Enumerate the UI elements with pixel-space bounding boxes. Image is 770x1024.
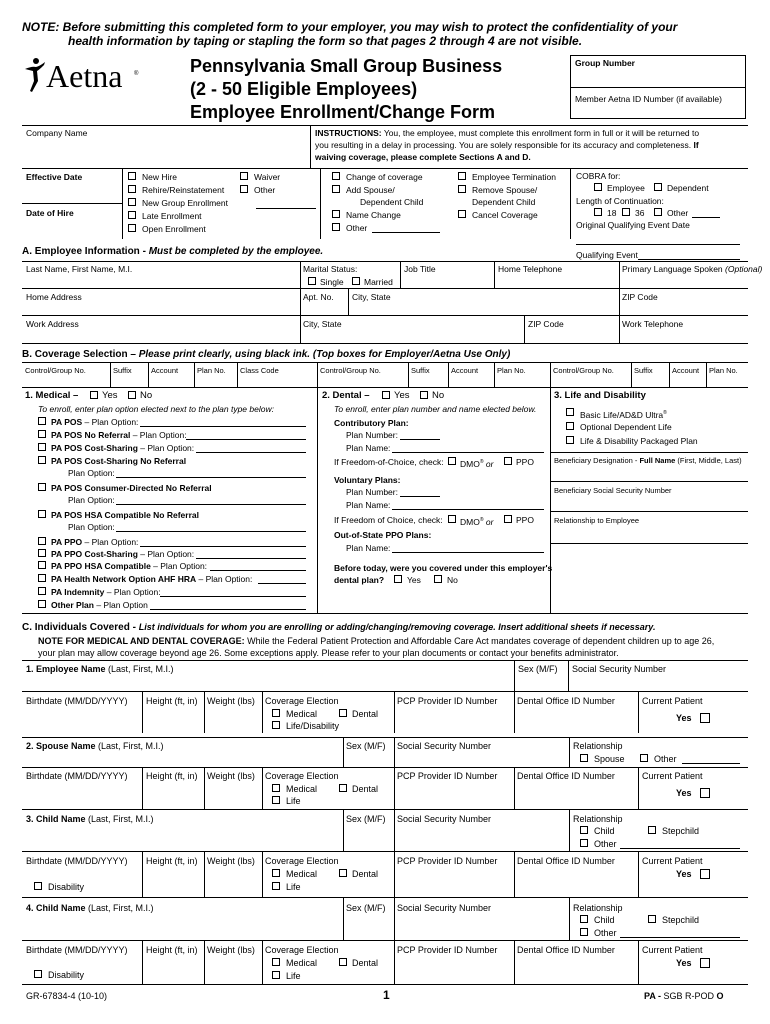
- other-change-label: Other: [346, 223, 368, 233]
- p4-relationship-label: Relationship: [573, 903, 623, 913]
- before-yes-checkbox[interactable]: [394, 575, 402, 583]
- life-account-header: Account: [672, 366, 700, 375]
- p3-medical-label: Medical: [286, 869, 318, 879]
- cobra-other-label: Other: [667, 208, 689, 218]
- pa-ppo-cost-sharing-checkbox[interactable]: [38, 549, 46, 557]
- pa-pos-consumer-directed-label: PA POS Consumer-Directed No Referral: [51, 483, 212, 493]
- foc-label: If Freedom-of-Choice, check:: [334, 457, 444, 467]
- p3-life-label: Life: [286, 882, 301, 892]
- contrib-plan-number-line[interactable]: [400, 439, 440, 440]
- cobra-36-label: 36: [635, 208, 645, 218]
- den-suffix-header: Suffix: [411, 366, 430, 375]
- dmo-label: DMO® or: [460, 458, 494, 469]
- contrib-plan-name-label: Plan Name:: [346, 443, 391, 453]
- p1-current-patient-label: Current Patient: [642, 696, 703, 706]
- p3-life-checkbox[interactable]: [272, 882, 280, 890]
- home-address-label: Home Address: [26, 292, 82, 302]
- cobra-label: COBRA for:: [576, 171, 621, 181]
- pa-ppo-hsa-checkbox[interactable]: [38, 561, 46, 569]
- new-group-enrollment-label: New Group Enrollment: [142, 198, 228, 208]
- cancel-coverage-checkbox[interactable]: [458, 210, 466, 218]
- p1-height-label: Height (ft, in): [146, 696, 198, 706]
- pa-pos-cost-sharing-plan-line[interactable]: [196, 452, 306, 453]
- dental-no-label: No: [432, 390, 445, 401]
- other-event-label: Other: [254, 185, 276, 195]
- dental-no-checkbox[interactable]: [420, 391, 428, 399]
- vol-plan-number-label: Plan Number:: [346, 487, 398, 497]
- vol-plan-name-label: Plan Name:: [346, 500, 391, 510]
- oos-plan-name-label: Plan Name:: [346, 543, 391, 553]
- p2-coverage-election-label: Coverage Election: [265, 771, 339, 781]
- life-disability-pkg-checkbox[interactable]: [566, 436, 574, 444]
- p3-child-label: Child: [594, 826, 615, 836]
- pa-pos-cost-sharing-nr-checkbox[interactable]: [38, 456, 46, 464]
- p3-other-line[interactable]: [620, 848, 740, 849]
- p4-dental-office-label: Dental Office ID Number: [517, 945, 615, 955]
- medical-yes-checkbox[interactable]: [90, 391, 98, 399]
- contrib-plan-name-line[interactable]: [392, 452, 544, 453]
- qualifying-event-line[interactable]: [638, 259, 740, 260]
- p3-medical-checkbox[interactable]: [272, 869, 280, 877]
- pa-ppo-checkbox[interactable]: [38, 537, 46, 545]
- instructions-line-1: INSTRUCTIONS: You, the employee, must complete this enrollment form in full or it will be returned to: [315, 128, 700, 138]
- pa-ppo-hsa-plan-line[interactable]: [210, 570, 306, 571]
- p4-weight-label: Weight (lbs): [207, 945, 255, 955]
- p3-height-label: Height (ft, in): [146, 856, 198, 866]
- cobra-18-label: 18: [607, 208, 617, 218]
- primary-language-label: Primary Language Spoken (Optional): [622, 264, 763, 274]
- p4-medical-label: Medical: [286, 958, 318, 968]
- p2-current-patient-label: Current Patient: [642, 771, 703, 781]
- p3-disability-label: Disability: [48, 882, 85, 892]
- den-account-header: Account: [451, 366, 479, 375]
- work-address-label: Work Address: [26, 319, 79, 329]
- den-control-group-header: Control/Group No.: [320, 366, 381, 375]
- p4-other-line[interactable]: [620, 937, 740, 938]
- child-4-name-label: 4. Child Name (Last, First, M.I.): [26, 903, 154, 913]
- medical-no-checkbox[interactable]: [128, 391, 136, 399]
- section-c-note-1: NOTE FOR MEDICAL AND DENTAL COVERAGE: While the Federal Patient Protection and Affordable Care Act mandates coverage of dependent children up to age 26,: [38, 636, 715, 646]
- p3-current-yes-checkbox[interactable]: [700, 869, 710, 879]
- effective-date-label: Effective Date: [26, 172, 83, 182]
- p1-ssn-label: Social Security Number: [572, 664, 667, 674]
- p4-coverage-election-label: Coverage Election: [265, 945, 339, 955]
- cobra-employee-label: Employee: [607, 183, 645, 193]
- before-no-checkbox[interactable]: [434, 575, 442, 583]
- p2-sex-label: Sex (M/F): [346, 741, 386, 751]
- dental-instructions: To enroll, enter plan number and name elected below.: [334, 404, 537, 414]
- child-3-name-label: 3. Child Name (Last, First, M.I.): [26, 814, 154, 824]
- p2-ssn-label: Social Security Number: [397, 741, 492, 751]
- p2-other-checkbox[interactable]: [640, 754, 648, 762]
- pa-pos-plan-line[interactable]: [140, 426, 306, 427]
- p1-sex-label: Sex (M/F): [518, 664, 558, 674]
- dmo2-checkbox[interactable]: [448, 515, 456, 523]
- name-change-label: Name Change: [346, 210, 401, 220]
- open-enrollment-checkbox[interactable]: [128, 224, 136, 232]
- p3-dental-label: Dental: [352, 869, 379, 879]
- p4-stepchild-checkbox[interactable]: [648, 915, 656, 923]
- optional-dependent-life-label: Optional Dependent Life: [580, 422, 672, 432]
- date-of-hire-label: Date of Hire: [26, 208, 74, 218]
- pa-pos-no-referral-checkbox[interactable]: [38, 430, 46, 438]
- pa-pos-cost-sharing-checkbox[interactable]: [38, 443, 46, 451]
- dental-yes-label: Yes: [394, 390, 410, 401]
- work-city-state-label: City, State: [303, 319, 342, 329]
- job-title-label: Job Title: [404, 264, 436, 274]
- p2-dental-label: Dental: [352, 784, 379, 794]
- pa-pos-cd-plan-line[interactable]: [116, 504, 306, 505]
- beneficiary-ssn-label: Beneficiary Social Security Number: [554, 486, 672, 495]
- p1-medical-label: Medical: [286, 709, 318, 719]
- p4-birthdate-label: Birthdate (MM/DD/YYYY): [26, 945, 128, 955]
- p4-dental-label: Dental: [352, 958, 379, 968]
- section-b-title: B. Coverage Selection – Please print clearly, using black ink. (Top boxes for Employer/Aetna Use Only): [22, 349, 511, 360]
- waiver-checkbox[interactable]: [240, 172, 248, 180]
- p2-current-yes-checkbox[interactable]: [700, 788, 710, 798]
- medical-no-label: No: [140, 390, 153, 401]
- p3-coverage-election-label: Coverage Election: [265, 856, 339, 866]
- p2-relationship-label: Relationship: [573, 741, 623, 751]
- new-hire-checkbox[interactable]: [128, 172, 136, 180]
- pa-pos-cost-sharing-nr-label: PA POS Cost-Sharing No Referral: [51, 456, 187, 466]
- p3-sex-label: Sex (M/F): [346, 814, 386, 824]
- basic-life-checkbox[interactable]: [566, 408, 574, 416]
- life-disability-pkg-label: Life & Disability Packaged Plan: [580, 436, 698, 446]
- before-yes-label: Yes: [407, 575, 421, 585]
- med-plan-no-header: Plan No.: [197, 366, 226, 375]
- pa-ppo-cost-sharing-label: PA PPO Cost-Sharing – Plan Option:: [51, 549, 195, 559]
- pa-hno-label: PA Health Network Option AHF HRA – Plan Option:: [51, 574, 253, 584]
- pa-pos-cost-sharing-label: PA POS Cost-Sharing – Plan Option:: [51, 443, 195, 453]
- aetna-logo: [24, 55, 144, 95]
- apt-no-label: Apt. No.: [303, 292, 334, 302]
- p4-sex-label: Sex (M/F): [346, 903, 386, 913]
- member-id-label: Member Aetna ID Number (if available): [575, 94, 722, 104]
- page-number: 1: [383, 988, 390, 1002]
- employee-termination-label: Employee Termination: [472, 172, 556, 182]
- pa-indemnity-checkbox[interactable]: [38, 587, 46, 595]
- relationship-to-employee-label: Relationship to Employee: [554, 516, 640, 525]
- med-class-code-header: Class Code: [240, 366, 279, 375]
- p2-current-yes-label: Yes: [676, 788, 692, 798]
- p2-dental-checkbox[interactable]: [339, 784, 347, 792]
- rehire-label: Rehire/Reinstatement: [142, 185, 225, 195]
- original-qualifying-date-line[interactable]: [576, 244, 740, 245]
- med-account-header: Account: [151, 366, 179, 375]
- aetna-figure-icon: [24, 57, 46, 93]
- p4-disability-checkbox[interactable]: [34, 970, 42, 978]
- registered-mark: ®: [134, 71, 139, 77]
- single-label: Single: [320, 277, 344, 287]
- cobra-36-checkbox[interactable]: [622, 208, 630, 216]
- pa-pos-consumer-directed-checkbox[interactable]: [38, 483, 46, 491]
- form-code: PA - SGB R-POD O: [644, 991, 724, 1001]
- group-number-label: Group Number: [575, 58, 635, 68]
- work-zip-label: ZIP Code: [528, 319, 564, 329]
- p2-life-checkbox[interactable]: [272, 796, 280, 804]
- p3-relationship-label: Relationship: [573, 814, 623, 824]
- pa-ppo-hsa-label: PA PPO HSA Compatible – Plan Option:: [51, 561, 208, 571]
- zip-code-label: ZIP Code: [622, 292, 658, 302]
- oos-plan-name-line[interactable]: [392, 552, 544, 553]
- work-telephone-label: Work Telephone: [622, 319, 684, 329]
- p1-current-yes-checkbox[interactable]: [700, 713, 710, 723]
- p4-height-label: Height (ft, in): [146, 945, 198, 955]
- new-group-enrollment-checkbox[interactable]: [128, 198, 136, 206]
- p2-height-label: Height (ft, in): [146, 771, 198, 781]
- remove-spouse-checkbox[interactable]: [458, 185, 466, 193]
- instructions-line-2: you resulting in a delay in processing. You are solely responsible for its accuracy and completeness. If: [315, 140, 699, 150]
- p1-pcp-label: PCP Provider ID Number: [397, 696, 498, 706]
- cobra-other-line[interactable]: [692, 217, 720, 218]
- p1-birthdate-label: Birthdate (MM/DD/YYYY): [26, 696, 128, 706]
- p4-life-label: Life: [286, 971, 301, 981]
- other-plan-label: Other Plan – Plan Option: [51, 600, 148, 610]
- remove-spouse-label: Remove Spouse/: [472, 185, 538, 195]
- pa-hno-plan-line[interactable]: [258, 583, 306, 584]
- med-control-group-header: Control/Group No.: [25, 366, 86, 375]
- name-change-checkbox[interactable]: [332, 210, 340, 218]
- beneficiary-designation-label: Beneficiary Designation - Full Name (First, Middle, Last): [554, 456, 742, 465]
- p4-ssn-label: Social Security Number: [397, 903, 492, 913]
- other-event-checkbox[interactable]: [240, 185, 248, 193]
- p2-dental-office-label: Dental Office ID Number: [517, 771, 615, 781]
- p3-dental-checkbox[interactable]: [339, 869, 347, 877]
- p3-current-patient-label: Current Patient: [642, 856, 703, 866]
- section-c-title: C. Individuals Covered - List individuals for whom you are enrolling or adding/changing/removing coverage. Insert additional sheets if necessary.: [22, 622, 656, 633]
- p3-dental-office-label: Dental Office ID Number: [517, 856, 615, 866]
- p4-child-label: Child: [594, 915, 615, 925]
- late-enrollment-checkbox[interactable]: [128, 211, 136, 219]
- other-change-line[interactable]: [372, 232, 440, 233]
- qualifying-event-label: Qualifying Event: [576, 250, 638, 260]
- cobra-dependent-label: Dependent: [667, 183, 709, 193]
- logo-text: Aetna: [46, 58, 123, 94]
- life-plan-no-header: Plan No.: [709, 366, 738, 375]
- dental-plan-question: dental plan?: [334, 575, 385, 585]
- employee-name-label: Last Name, First Name, M.I.: [26, 264, 133, 274]
- p2-spouse-checkbox[interactable]: [580, 754, 588, 762]
- pa-ppo-label: PA PPO – Plan Option:: [51, 537, 139, 547]
- p3-other-label: Other: [594, 839, 617, 849]
- pa-pos-label: PA POS – Plan Option:: [51, 417, 139, 427]
- cobra-other-checkbox[interactable]: [654, 208, 662, 216]
- other-plan-checkbox[interactable]: [38, 600, 46, 608]
- open-enrollment-label: Open Enrollment: [142, 224, 206, 234]
- change-coverage-label: Change of coverage: [346, 172, 423, 182]
- ppo2-label: PPO: [516, 515, 534, 525]
- p3-stepchild-checkbox[interactable]: [648, 826, 656, 834]
- p1-life-label: Life/Disability: [286, 721, 340, 731]
- p4-current-yes-label: Yes: [676, 958, 692, 968]
- pa-indemnity-label: PA Indemnity – Plan Option:: [51, 587, 161, 597]
- instructions-line-3: waiving coverage, please complete Sections A and D.: [315, 152, 531, 162]
- rehire-checkbox[interactable]: [128, 185, 136, 193]
- pa-pos-hsa-plan-option-label: Plan Option:: [68, 522, 115, 532]
- pa-pos-csnr-plan-option-label: Plan Option:: [68, 468, 115, 478]
- dental-yes-checkbox[interactable]: [382, 391, 390, 399]
- dmo2-label: DMO® or: [460, 516, 494, 527]
- ppo2-checkbox[interactable]: [504, 515, 512, 523]
- married-label: Married: [364, 277, 393, 287]
- city-state-label: City, State: [352, 292, 391, 302]
- cobra-18-checkbox[interactable]: [594, 208, 602, 216]
- section-a-title: A. Employee Information - Must be completed by the employee.: [22, 246, 324, 257]
- ppo-checkbox[interactable]: [504, 457, 512, 465]
- p4-dental-checkbox[interactable]: [339, 958, 347, 966]
- late-enrollment-label: Late Enrollment: [142, 211, 202, 221]
- life-control-group-header: Control/Group No.: [553, 366, 614, 375]
- pa-pos-csnr-plan-line[interactable]: [116, 477, 306, 478]
- pa-pos-no-referral-plan-line[interactable]: [186, 439, 306, 440]
- add-dependent-label: Dependent Child: [360, 197, 424, 207]
- p3-weight-label: Weight (lbs): [207, 856, 255, 866]
- contrib-plan-number-label: Plan Number:: [346, 430, 398, 440]
- p4-other-checkbox[interactable]: [580, 928, 588, 936]
- other-event-line[interactable]: [256, 208, 316, 209]
- den-plan-no-header: Plan No.: [497, 366, 526, 375]
- contributory-plan-label: Contributory Plan:: [334, 418, 409, 428]
- medical-title: 1. Medical –: [25, 390, 79, 401]
- pa-pos-hsa-label: PA POS HSA Compatible No Referral: [51, 510, 199, 520]
- dental-title: 2. Dental –: [322, 390, 370, 401]
- title-line-2: (2 - 50 Eligible Employees): [190, 79, 418, 99]
- p4-disability-label: Disability: [48, 970, 85, 980]
- med-suffix-header: Suffix: [113, 366, 132, 375]
- optional-dependent-life-checkbox[interactable]: [566, 422, 574, 430]
- p3-other-checkbox[interactable]: [580, 839, 588, 847]
- pa-pos-checkbox[interactable]: [38, 417, 46, 425]
- marital-status-label: Marital Status:: [303, 264, 358, 274]
- pa-ppo-plan-line[interactable]: [140, 546, 306, 547]
- cobra-dependent-checkbox[interactable]: [654, 183, 662, 191]
- p3-disability-checkbox[interactable]: [34, 882, 42, 890]
- pa-pos-hsa-plan-line[interactable]: [116, 531, 306, 532]
- married-checkbox[interactable]: [352, 277, 360, 285]
- p1-dental-label: Dental: [352, 709, 379, 719]
- p3-pcp-label: PCP Provider ID Number: [397, 856, 498, 866]
- p4-life-checkbox[interactable]: [272, 971, 280, 979]
- before-no-label: No: [447, 575, 458, 585]
- p1-dental-office-label: Dental Office ID Number: [517, 696, 615, 706]
- note-line-2: health information by taping or stapling the form so that pages 2 through 4 are not visible.: [68, 34, 583, 48]
- pa-pos-hsa-checkbox[interactable]: [38, 510, 46, 518]
- home-telephone-label: Home Telephone: [498, 264, 563, 274]
- p2-medical-checkbox[interactable]: [272, 784, 280, 792]
- medical-yes-label: Yes: [102, 390, 118, 401]
- cancel-coverage-label: Cancel Coverage: [472, 210, 538, 220]
- pa-pos-cd-plan-option-label: Plan Option:: [68, 495, 115, 505]
- other-plan-line[interactable]: [150, 609, 306, 610]
- spouse-name-label: 2. Spouse Name (Last, First, M.I.): [26, 741, 164, 751]
- p2-life-label: Life: [286, 796, 301, 806]
- foc2-label: If Freedom of Choice, check:: [334, 515, 443, 525]
- p2-medical-label: Medical: [286, 784, 318, 794]
- pa-ppo-cost-sharing-plan-line[interactable]: [196, 558, 306, 559]
- title-line-1: Pennsylvania Small Group Business: [190, 56, 503, 76]
- p4-medical-checkbox[interactable]: [272, 958, 280, 966]
- before-today-label: Before today, were you covered under this employer's: [334, 563, 553, 573]
- p2-weight-label: Weight (lbs): [207, 771, 255, 781]
- p1-current-yes-label: Yes: [676, 713, 692, 723]
- p4-current-patient-label: Current Patient: [642, 945, 703, 955]
- basic-life-label: Basic Life/AD&D Ultra®: [580, 409, 667, 420]
- ppo-label: PPO: [516, 457, 534, 467]
- p4-stepchild-label: Stepchild: [662, 915, 700, 925]
- note-line-1: NOTE: Before submitting this completed form to your employer, you may wish to protect the confidentiality of your: [22, 20, 678, 34]
- p2-other-label: Other: [654, 754, 677, 764]
- title-line-3: Employee Enrollment/Change Form: [190, 102, 496, 122]
- p1-weight-label: Weight (lbs): [207, 696, 255, 706]
- employee-name-field-label: 1. Employee Name (Last, First, M.I.): [26, 664, 174, 674]
- vol-plan-name-line[interactable]: [392, 509, 544, 510]
- employee-termination-checkbox[interactable]: [458, 172, 466, 180]
- remove-dependent-label: Dependent Child: [472, 197, 536, 207]
- voluntary-plans-label: Voluntary Plans:: [334, 475, 401, 485]
- length-continuation-label: Length of Continuation:: [576, 196, 664, 206]
- p4-child-checkbox[interactable]: [580, 915, 588, 923]
- single-checkbox[interactable]: [308, 277, 316, 285]
- change-coverage-checkbox[interactable]: [332, 172, 340, 180]
- p1-medical-checkbox[interactable]: [272, 709, 280, 717]
- add-spouse-checkbox[interactable]: [332, 185, 340, 193]
- p4-current-yes-checkbox[interactable]: [700, 958, 710, 968]
- life-suffix-header: Suffix: [634, 366, 653, 375]
- p3-stepchild-label: Stepchild: [662, 826, 700, 836]
- waiver-label: Waiver: [254, 172, 281, 182]
- original-qualifying-date-label: Original Qualifying Event Date: [576, 220, 690, 230]
- out-of-state-label: Out-of-State PPO Plans:: [334, 530, 432, 540]
- p2-spouse-label: Spouse: [594, 754, 625, 764]
- p3-ssn-label: Social Security Number: [397, 814, 492, 824]
- section-c-note-2: your plan may allow coverage beyond age 26. Some exceptions apply. Please refer to your plan documents or contact your benefits administrator.: [38, 648, 619, 658]
- p2-other-line[interactable]: [682, 763, 740, 764]
- p4-other-label: Other: [594, 928, 617, 938]
- company-name-label: Company Name: [26, 128, 88, 138]
- p1-dental-checkbox[interactable]: [339, 709, 347, 717]
- p3-child-checkbox[interactable]: [580, 826, 588, 834]
- medical-instructions: To enroll, enter plan option elected next to the plan type below:: [38, 404, 274, 414]
- pa-hno-checkbox[interactable]: [38, 574, 46, 582]
- p1-coverage-election-label: Coverage Election: [265, 696, 339, 706]
- add-spouse-label: Add Spouse/: [346, 185, 395, 195]
- p4-pcp-label: PCP Provider ID Number: [397, 945, 498, 955]
- vol-plan-number-line[interactable]: [400, 496, 440, 497]
- p3-current-yes-label: Yes: [676, 869, 692, 879]
- pa-pos-no-referral-label: PA POS No Referral – Plan Option:: [51, 430, 187, 440]
- new-hire-label: New Hire: [142, 172, 177, 182]
- form-number: GR-67834-4 (10-10): [26, 991, 108, 1001]
- pa-indemnity-plan-line[interactable]: [160, 596, 306, 597]
- dmo-checkbox[interactable]: [448, 457, 456, 465]
- p3-birthdate-label: Birthdate (MM/DD/YYYY): [26, 856, 128, 866]
- other-change-checkbox[interactable]: [332, 223, 340, 231]
- p2-pcp-label: PCP Provider ID Number: [397, 771, 498, 781]
- cobra-employee-checkbox[interactable]: [594, 183, 602, 191]
- p1-life-checkbox[interactable]: [272, 721, 280, 729]
- p2-birthdate-label: Birthdate (MM/DD/YYYY): [26, 771, 128, 781]
- life-title: 3. Life and Disability: [554, 390, 646, 401]
